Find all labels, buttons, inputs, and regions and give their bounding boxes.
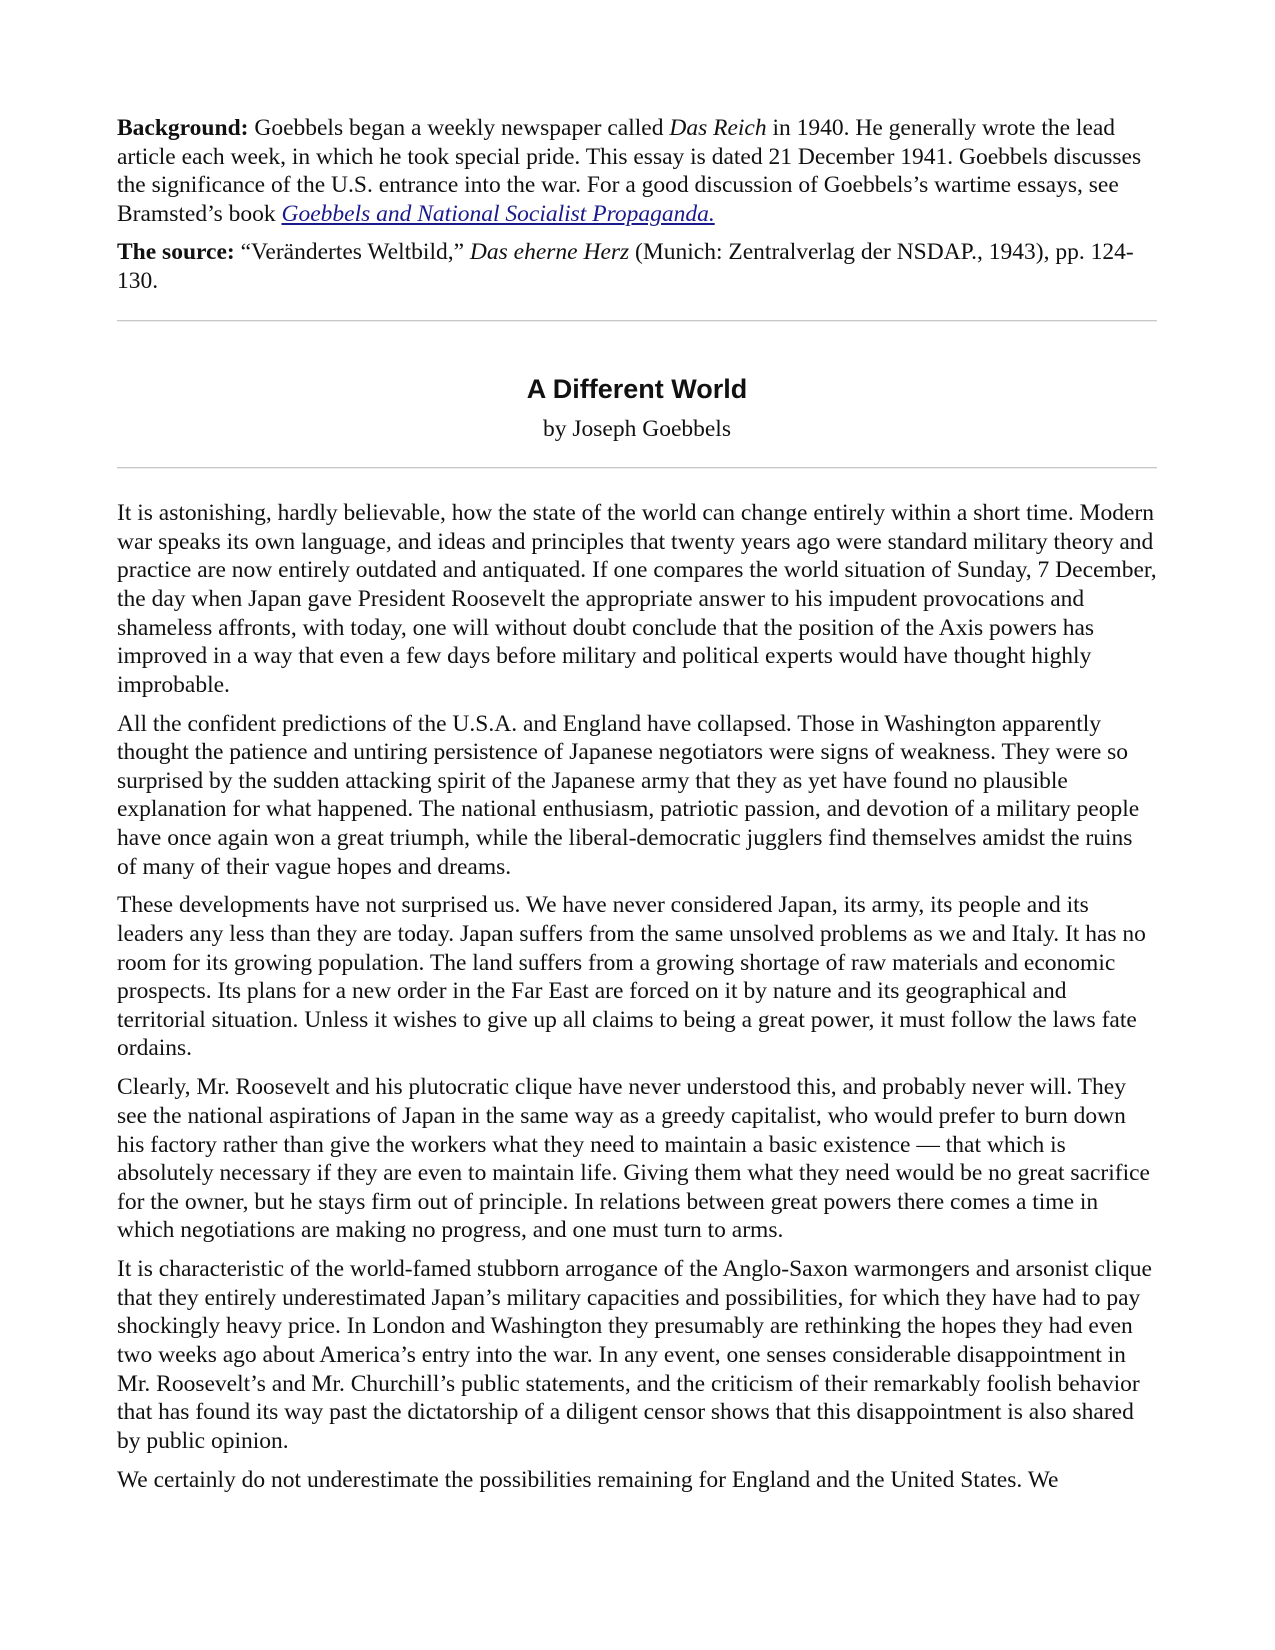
background-paragraph bbox=[117, 114, 1157, 228]
source-label: The source: bbox=[117, 239, 235, 266]
newspaper-title: Das Reich bbox=[669, 115, 767, 141]
book-link[interactable]: Goebbels and National Socialist Propaganda. bbox=[281, 200, 715, 227]
article-header bbox=[117, 322, 1157, 468]
source-book-title: Das eherne Herz bbox=[469, 239, 630, 266]
intro-section bbox=[117, 114, 1157, 296]
article-paragraph: These developments have not surprised us. We have never considered Japan, its army, its people and its leaders any less than they are today. Japan suffers from the same unsolved problems as we and Italy. It has no room for its growing population. The land suffers from a growing shortage of raw materials and economic prospects. Its plans for a new order in the Far East are forced on it by nature and its geographical and territorial situation. Unless it wishes to give up all claims to being a great power, it must follow the laws fate ordains. bbox=[117, 892, 1146, 1062]
source-text-1: “Verändertes Weltbild,” bbox=[234, 239, 470, 266]
document-page bbox=[117, 114, 1157, 1505]
background-text-2: in 1940. He generally wrote the lead article each week, in which he took special pride. This essay is dated 21 December 1941. Goebbels discusses the significance of the U.S. entrance into the war. For a good discussion of Goebbels’s wartime essays, see Bramsted’s book bbox=[117, 115, 1142, 227]
article-byline: by Joseph Goebbels bbox=[543, 415, 731, 442]
article-paragraph: All the confident predictions of the U.S.A. and England have collapsed. Those in Washington apparently thought the patience and untiring persistence of Japanese negotiators were signs of weakness. They were so surprised by the sudden attacking spirit of the Japanese army that they as yet have found no plausible explanation for what happened. The national enthusiasm, patriotic passion, and devotion of a military people have once again won a great triumph, while the liberal-democratic jugglers find themselves amidst the ruins of many of their vague hopes and dreams. bbox=[117, 710, 1140, 880]
article-paragraph: Clearly, Mr. Roosevelt and his plutocratic clique have never understood this, and probably never will. They see the national aspirations of Japan in the same way as a greedy capitalist, who would prefer to burn down his factory rather than give the workers what they need to maintain a basic existence — that which is absolutely necessary if they are even to maintain life. Giving them what they need would be no great sacrifice for the owner, but he stays firm out of principle. In relations between great powers there comes a time in which negotiations are making no progress, and one must turn to arms. bbox=[117, 1074, 1150, 1244]
source-paragraph bbox=[117, 238, 1157, 295]
article-title: A Different World bbox=[526, 373, 748, 404]
source-text-2: (Munich: Zentralverlag der NSDAP., 1943), pp. 124-130. bbox=[117, 239, 1134, 294]
article-paragraph: We certainly do not underestimate the possibilities remaining for England and the United States. We bbox=[117, 1466, 1059, 1493]
background-label: Background: bbox=[117, 115, 249, 141]
article-body bbox=[117, 469, 1157, 1494]
background-text-1: Goebbels began a weekly newspaper called bbox=[248, 115, 670, 141]
article-paragraph: It is characteristic of the world-famed stubborn arrogance of the Anglo-Saxon warmongers and arsonist clique that they entirely underestimated Japan’s military capacities and possibilities, for which they have had to pay shockingly heavy price. In London and Washington they presumably are rethinking the hopes they had even two weeks ago about America’s entry into the war. In any event, one senses considerable disappointment in Mr. Roosevelt’s and Mr. Churchill’s public statements, and the criticism of their remarkably foolish behavior that has found its way past the dictatorship of a diligent censor shows that this disappointment is also shared by public opinion. bbox=[117, 1256, 1152, 1454]
article-paragraph: It is astonishing, hardly believable, how the state of the world can change entirely within a short time. Modern war speaks its own language, and ideas and principles that twenty years ago were standard military theory and practice are now entirely outdated and antiquated. If one compares the world situation of Sunday, 7 December, the day when Japan gave President Roosevelt the appropriate answer to his impudent provocations and shameless affronts, with today, one will without doubt conclude that the position of the Axis powers has improved in a way that even a few days before military and political experts would have thought highly improbable. bbox=[117, 500, 1157, 698]
